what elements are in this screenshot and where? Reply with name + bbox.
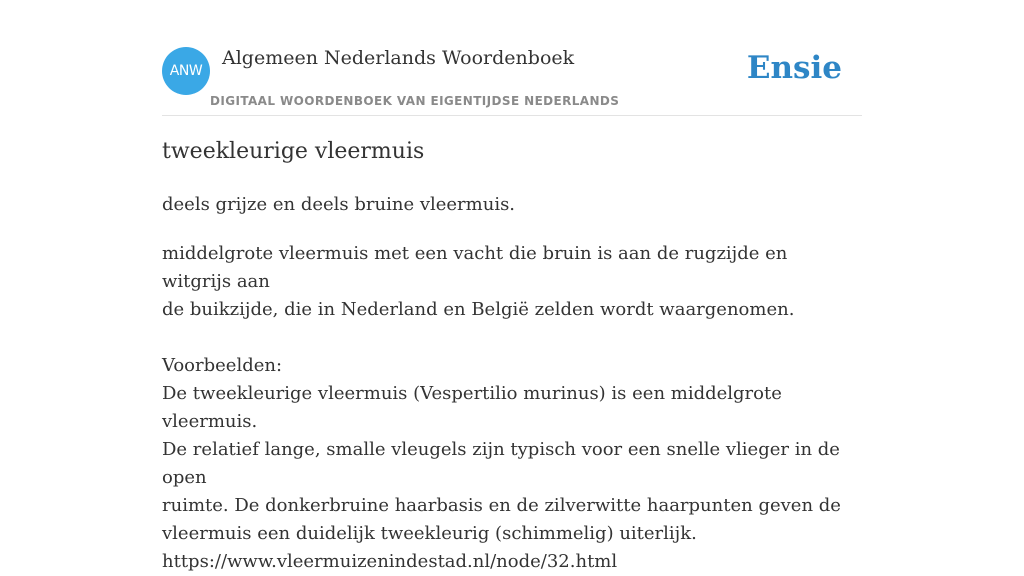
example-line: De tweekleurige vleermuis (Vespertilio murinus) is een middelgrote vleermuis. xyxy=(162,383,782,432)
site-header xyxy=(162,44,862,116)
short-definition: deels grijze en deels bruine vleermuis. xyxy=(162,194,516,215)
example-line: vleermuis een duidelijk tweekleurig (schimmelig) uiterlijk. xyxy=(162,523,697,544)
site-title[interactable]: Algemeen Nederlands Woordenboek xyxy=(222,47,575,69)
anw-logo[interactable]: ANW xyxy=(162,47,210,95)
example-line: ruimte. De donkerbruine haarbasis en de zilverwitte haarpunten geven de xyxy=(162,495,841,516)
examples-label: Voorbeelden: xyxy=(162,355,283,376)
paragraph-gap xyxy=(162,324,862,352)
site-subtitle: DIGITAAL WOORDENBOEK VAN EIGENTIJDSE NEDERLANDS xyxy=(210,94,620,108)
description-line: middelgrote vleermuis met een vacht die bruin is aan de rugzijde en witgrijs aan xyxy=(162,243,788,292)
ensie-brand-logo[interactable]: Ensie xyxy=(746,50,842,86)
description-line: de buikzijde, die in Nederland en België zelden wordt waargenomen. xyxy=(162,299,795,320)
example-line: De relatief lange, smalle vleugels zijn typisch voor een snelle vlieger in de open xyxy=(162,439,840,488)
entry-headword: tweekleurige vleermuis xyxy=(162,139,425,164)
source-url: https://www.vleermuizenindestad.nl/node/32.html xyxy=(162,551,618,572)
entry-body xyxy=(162,240,862,576)
